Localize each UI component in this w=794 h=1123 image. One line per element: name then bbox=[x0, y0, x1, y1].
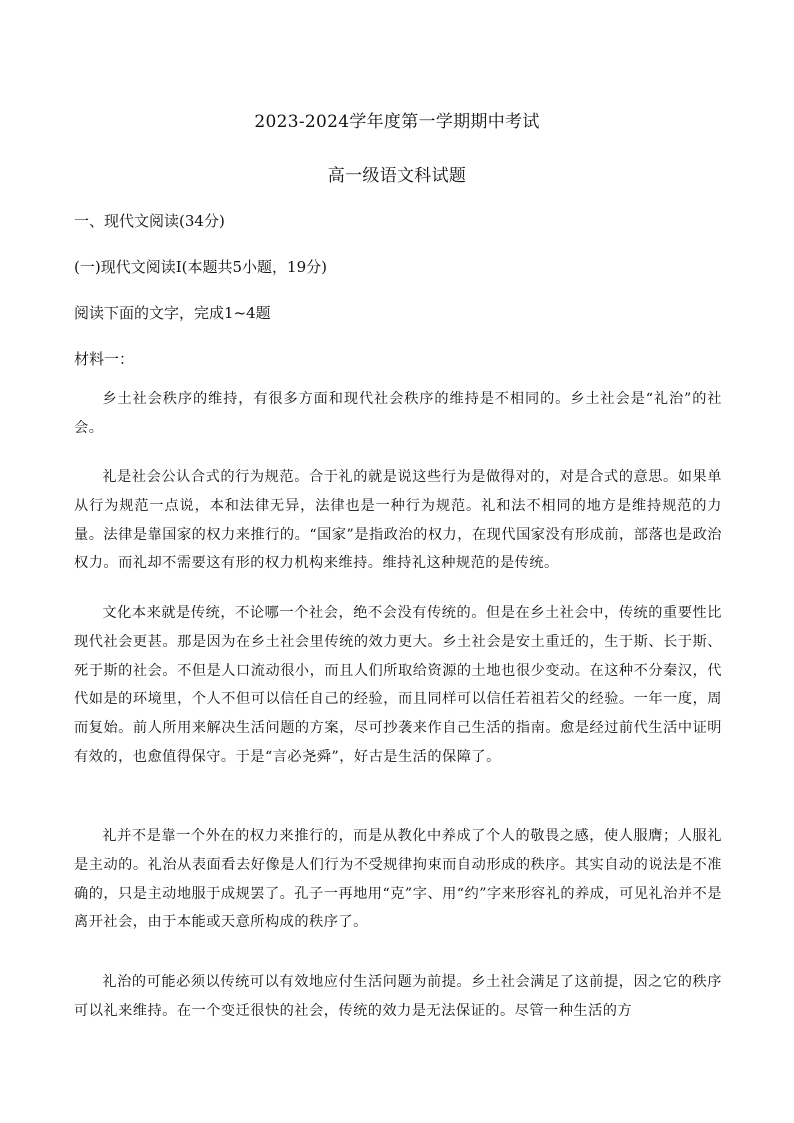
paragraph-1: 乡土社会秩序的维持，有很多方面和现代社会秩序的维持是不相同的。乡土社会是“礼治”的社会。 bbox=[74, 391, 722, 436]
paragraph-4: 礼并不是靠一个外在的权力来推行的，而是从教化中养成了个人的敬畏之感，使人服膺；人服礼是主动的。礼治从表面看去好像是人们行为不受规律拘束而自动形成的秩序。其实自动的说法是不准确的，只是主动地服于成规罢了。孔子一再地用“克”字、用“约”字来形容礼的养成，可见礼治并不是离开社会，由于本能或天意所构成的秩序了。 bbox=[74, 828, 722, 931]
subsection-heading: (一)现代文阅读Ⅰ(本题共5小题，19分) bbox=[74, 258, 327, 276]
paragraph-3: 文化本来就是传统，不论哪一个社会，绝不会没有传统的。但是在乡土社会中，传统的重要性比现代社会更甚。那是因为在乡土社会里传统的效力更大。乡土社会是安土重迁的，生于斯、长于斯、死于斯的社会。不但是人口流动很小，而且人们所取给资源的土地也很少变动。在这种不分秦汉，代代如是的环境里，个人不但可以信任自己的经验，而且同样可以信任若祖若父的经验。一年一度，周而复始。前人所用来解决生活问题的方案，尽可抄袭来作自己生活的指南。愈是经过前代生活中证明有效的，也愈值得保守。于是“言必尧舜”，好古是生活的保障了。 bbox=[74, 605, 722, 765]
material-label: 材料一： bbox=[74, 350, 135, 368]
paragraph-5: 礼治的可能必须以传统可以有效地应付生活问题为前提。乡土社会满足了这前提，因之它的秩序可以礼来维持。在一个变迁很快的社会，传统的效力是无法保证的。尽管一种生活的方 bbox=[74, 974, 722, 1019]
exam-title: 2023-2024学年度第一学期期中考试 bbox=[254, 112, 540, 132]
paragraph-2: 礼是社会公认合式的行为规范。合于礼的就是说这些行为是做得对的，对是合式的意思。如果单从行为规范一点说，本和法律无异，法律也是一种行为规范。礼和法不相同的地方是维持规范的力量。法律是靠国家的权力来推行的。“国家”是指政治的权力，在现代国家没有形成前，部落也是政治权力。而礼却不需要这有形的权力机构来维持。维持礼这种规范的是传统。 bbox=[74, 469, 722, 572]
reading-instruction: 阅读下面的文字，完成1~4题 bbox=[74, 304, 271, 322]
section-heading: 一、现代文阅读(34分) bbox=[74, 212, 225, 230]
exam-subtitle: 高一级语文科试题 bbox=[327, 166, 467, 186]
